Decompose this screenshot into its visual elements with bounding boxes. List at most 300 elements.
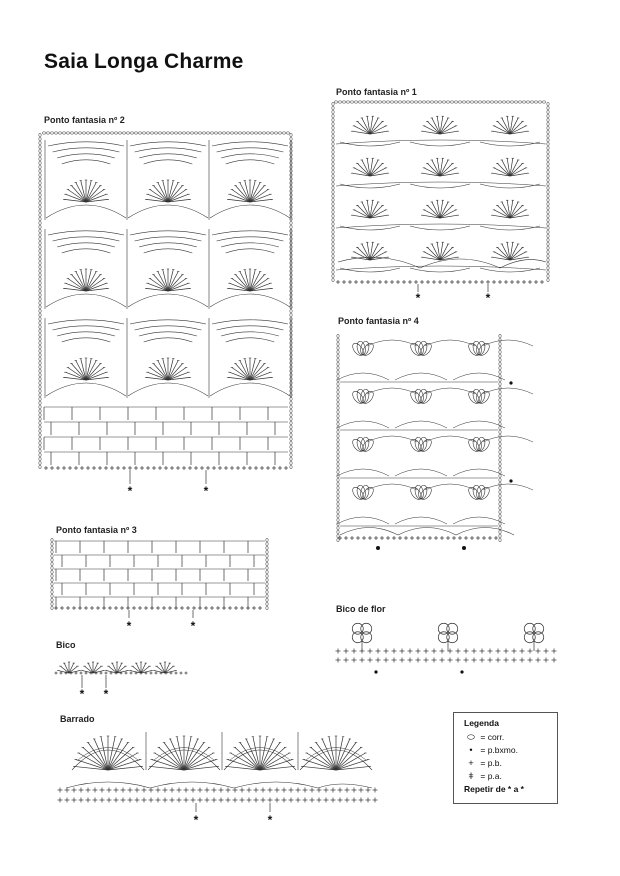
turning-chain bbox=[39, 421, 41, 425]
turning-chain bbox=[337, 530, 339, 534]
turning-chain bbox=[337, 478, 339, 482]
turning-chain bbox=[39, 385, 41, 389]
turning-chain bbox=[266, 598, 268, 602]
chain-stitch bbox=[450, 101, 454, 103]
turning-chain bbox=[499, 334, 501, 338]
chain-stitch bbox=[286, 132, 290, 134]
turning-chain bbox=[547, 250, 549, 254]
flower-petal bbox=[438, 632, 449, 643]
turning-chain bbox=[547, 186, 549, 190]
chain-stitch bbox=[262, 132, 266, 134]
chain-arc bbox=[144, 160, 193, 164]
turning-chain bbox=[290, 417, 292, 421]
chain-stitch bbox=[94, 132, 98, 134]
chain-stitch bbox=[514, 101, 518, 103]
turning-chain bbox=[499, 446, 501, 450]
chain-stitch bbox=[74, 132, 78, 134]
turning-chain bbox=[39, 301, 41, 305]
turning-chain bbox=[39, 229, 41, 233]
turning-chain bbox=[332, 190, 334, 194]
turning-chain bbox=[39, 433, 41, 437]
chain-stitch bbox=[214, 132, 218, 134]
chain-stitch bbox=[174, 132, 178, 134]
chain-arc bbox=[221, 243, 279, 247]
turning-chain bbox=[547, 194, 549, 198]
turning-chain bbox=[499, 366, 501, 370]
turning-chain bbox=[39, 465, 41, 469]
chain-stitch bbox=[242, 132, 246, 134]
chain-arc bbox=[53, 326, 120, 330]
chain-arc bbox=[367, 388, 417, 394]
chain-stitch bbox=[182, 132, 186, 134]
chain-stitch bbox=[350, 101, 354, 103]
chain-stitch bbox=[270, 132, 274, 134]
turning-chain bbox=[547, 258, 549, 262]
turning-chain bbox=[332, 246, 334, 250]
turning-chain bbox=[547, 106, 549, 110]
turning-chain bbox=[547, 206, 549, 210]
chain-stitch bbox=[46, 132, 50, 134]
chain-arc bbox=[130, 231, 206, 235]
chain-arc bbox=[226, 338, 275, 342]
turning-chain bbox=[290, 309, 292, 313]
chain-arc bbox=[217, 326, 284, 330]
turning-chain bbox=[39, 345, 41, 349]
chain-stitch bbox=[86, 132, 90, 134]
turning-chain bbox=[332, 158, 334, 162]
turning-chain bbox=[337, 402, 339, 406]
turning-chain bbox=[499, 426, 501, 430]
legend-item-pa bbox=[464, 770, 502, 782]
label-ponto-fantasia-2: Ponto fantasia nº 2 bbox=[44, 115, 125, 125]
chain-arc bbox=[395, 373, 447, 380]
turning-chain bbox=[39, 213, 41, 217]
turning-chain bbox=[39, 189, 41, 193]
turning-chain bbox=[547, 254, 549, 258]
turning-chain bbox=[266, 602, 268, 606]
turning-chain bbox=[39, 381, 41, 385]
turning-chain bbox=[39, 221, 41, 225]
chain-arc bbox=[130, 320, 206, 324]
chain-arc bbox=[212, 142, 288, 146]
chain-stitch bbox=[282, 132, 286, 134]
turning-chain bbox=[337, 410, 339, 414]
turning-chain bbox=[547, 170, 549, 174]
turning-chain bbox=[499, 490, 501, 494]
turning-chain bbox=[337, 458, 339, 462]
turning-chain bbox=[337, 414, 339, 418]
turning-chain bbox=[39, 361, 41, 365]
turning-chain bbox=[332, 262, 334, 266]
turning-chain bbox=[337, 490, 339, 494]
turning-chain bbox=[290, 437, 292, 441]
chain-arc bbox=[480, 184, 540, 188]
turning-chain bbox=[51, 582, 53, 586]
turning-chain bbox=[39, 149, 41, 153]
flower-petal bbox=[447, 623, 458, 634]
turning-chain bbox=[39, 337, 41, 341]
chain-stitch bbox=[230, 132, 234, 134]
turning-chain bbox=[332, 226, 334, 230]
turning-chain bbox=[39, 441, 41, 445]
turning-chain bbox=[39, 297, 41, 301]
turning-chain bbox=[39, 329, 41, 333]
turning-chain bbox=[337, 470, 339, 474]
chain-stitch bbox=[446, 101, 450, 103]
slip-stitch bbox=[376, 546, 380, 550]
turning-chain bbox=[39, 449, 41, 453]
turning-chain bbox=[499, 502, 501, 506]
turning-chain bbox=[337, 482, 339, 486]
chain-stitch bbox=[430, 101, 434, 103]
chain-arc bbox=[395, 469, 447, 476]
chain-stitch bbox=[542, 101, 546, 103]
chain-arc bbox=[480, 226, 540, 230]
turning-chain bbox=[332, 250, 334, 254]
turning-chain bbox=[547, 190, 549, 194]
turning-chain bbox=[290, 429, 292, 433]
chain-arc bbox=[139, 154, 197, 158]
chain-stitch bbox=[410, 101, 414, 103]
turning-chain bbox=[499, 454, 501, 458]
turning-chain bbox=[547, 210, 549, 214]
turning-chain bbox=[499, 510, 501, 514]
chain-arc bbox=[340, 226, 400, 230]
repeat-marker: * bbox=[267, 813, 273, 827]
turning-chain bbox=[266, 542, 268, 546]
turning-chain bbox=[337, 506, 339, 510]
turning-chain bbox=[39, 253, 41, 257]
turning-chain bbox=[39, 249, 41, 253]
turning-chain bbox=[332, 206, 334, 210]
turning-chain bbox=[39, 321, 41, 325]
chain-arc bbox=[337, 421, 389, 428]
turning-chain bbox=[39, 341, 41, 345]
turning-chain bbox=[547, 230, 549, 234]
chain-arc bbox=[480, 142, 540, 146]
turning-chain bbox=[337, 462, 339, 466]
turning-chain bbox=[499, 486, 501, 490]
turning-chain bbox=[499, 498, 501, 502]
fan-stitch bbox=[246, 739, 260, 770]
chain-stitch bbox=[342, 101, 346, 103]
turning-chain bbox=[337, 438, 339, 442]
turning-chain bbox=[547, 174, 549, 178]
turning-chain bbox=[290, 449, 292, 453]
label-bico: Bico bbox=[56, 640, 76, 650]
chain-arc bbox=[48, 142, 124, 146]
turning-chain bbox=[499, 450, 501, 454]
repeat-marker: * bbox=[193, 813, 199, 827]
turning-chain bbox=[290, 221, 292, 225]
turning-chain bbox=[337, 514, 339, 518]
turning-chain bbox=[290, 413, 292, 417]
chain-arc bbox=[46, 383, 126, 396]
chain-stitch bbox=[486, 101, 490, 103]
chain-stitch bbox=[278, 132, 282, 134]
fan-stitch bbox=[184, 739, 198, 770]
repeat-marker: * bbox=[103, 687, 109, 701]
turning-chain bbox=[547, 166, 549, 170]
chain-arc bbox=[226, 160, 275, 164]
chain-stitch bbox=[338, 101, 342, 103]
chain-stitch bbox=[494, 101, 498, 103]
turning-chain bbox=[499, 434, 501, 438]
chain-stitch bbox=[478, 101, 482, 103]
turning-chain bbox=[332, 214, 334, 218]
turning-chain bbox=[499, 482, 501, 486]
flower-petal bbox=[533, 623, 544, 634]
chain-stitch bbox=[198, 132, 202, 134]
turning-chain bbox=[39, 305, 41, 309]
chain-arc bbox=[128, 383, 208, 396]
turning-chain bbox=[39, 245, 41, 249]
chain-stitch bbox=[146, 132, 150, 134]
turning-chain bbox=[290, 133, 292, 137]
turning-chain bbox=[290, 409, 292, 413]
chain-arc bbox=[337, 469, 389, 476]
turning-chain bbox=[499, 530, 501, 534]
turning-chain bbox=[547, 138, 549, 142]
turning-chain bbox=[39, 353, 41, 357]
turning-chain bbox=[337, 362, 339, 366]
chain-stitch bbox=[258, 132, 262, 134]
turning-chain bbox=[332, 118, 334, 122]
turning-chain bbox=[332, 106, 334, 110]
chain-arc bbox=[425, 340, 475, 346]
chain-stitch bbox=[122, 132, 126, 134]
turning-chain bbox=[332, 114, 334, 118]
turning-chain bbox=[499, 478, 501, 482]
flower-petal bbox=[352, 632, 363, 643]
repeat-marker: * bbox=[127, 484, 133, 498]
turning-chain bbox=[499, 390, 501, 394]
chain-stitch bbox=[398, 101, 402, 103]
turning-chain bbox=[51, 542, 53, 546]
turning-chain bbox=[332, 234, 334, 238]
turning-chain bbox=[39, 405, 41, 409]
chain-stitch bbox=[426, 101, 430, 103]
turning-chain bbox=[39, 241, 41, 245]
turning-chain bbox=[337, 526, 339, 530]
chain-stitch bbox=[414, 101, 418, 103]
turning-chain bbox=[332, 198, 334, 202]
chain-arc bbox=[453, 373, 505, 380]
chain-stitch bbox=[482, 101, 486, 103]
turning-chain bbox=[332, 150, 334, 154]
chain-stitch bbox=[458, 101, 462, 103]
turning-chain bbox=[39, 137, 41, 141]
turning-chain bbox=[39, 285, 41, 289]
turning-chain bbox=[499, 506, 501, 510]
turning-chain bbox=[547, 162, 549, 166]
chain-stitch bbox=[98, 132, 102, 134]
chain-arc bbox=[483, 388, 533, 394]
turning-chain bbox=[547, 246, 549, 250]
chain-stitch bbox=[510, 101, 514, 103]
slip-stitch bbox=[374, 670, 377, 673]
chain-stitch bbox=[274, 132, 278, 134]
turning-chain bbox=[332, 210, 334, 214]
chain-stitch bbox=[490, 101, 494, 103]
chain-stitch bbox=[382, 101, 386, 103]
turning-chain bbox=[547, 218, 549, 222]
repeat-marker: * bbox=[126, 619, 132, 633]
slip-stitch-icon: • bbox=[469, 745, 473, 755]
turning-chain bbox=[51, 602, 53, 606]
chain-arc bbox=[144, 249, 193, 253]
turning-chain bbox=[499, 362, 501, 366]
chain-arc bbox=[221, 154, 279, 158]
chain-stitch bbox=[238, 132, 242, 134]
turning-chain bbox=[337, 518, 339, 522]
turning-chain bbox=[39, 377, 41, 381]
turning-chain bbox=[266, 550, 268, 554]
turning-chain bbox=[290, 425, 292, 429]
turning-chain bbox=[39, 393, 41, 397]
chain-stitch bbox=[118, 132, 122, 134]
chain-arc bbox=[217, 148, 284, 152]
turning-chain bbox=[499, 442, 501, 446]
fan-stitch bbox=[94, 739, 108, 770]
turning-chain bbox=[51, 558, 53, 562]
slip-stitch bbox=[509, 479, 512, 482]
flower-petal bbox=[524, 632, 535, 643]
turning-chain bbox=[39, 233, 41, 237]
turning-chain bbox=[337, 354, 339, 358]
chain-arc bbox=[62, 338, 111, 342]
turning-chain bbox=[547, 178, 549, 182]
turning-chain bbox=[51, 598, 53, 602]
chain-arc bbox=[367, 436, 417, 442]
chain-stitch bbox=[474, 101, 478, 103]
chain-arc bbox=[62, 249, 111, 253]
chain-stitch bbox=[178, 132, 182, 134]
turning-chain bbox=[39, 333, 41, 337]
chain-stitch bbox=[526, 101, 530, 103]
chain-arc bbox=[48, 320, 124, 324]
turning-chain bbox=[39, 145, 41, 149]
turning-chain bbox=[266, 546, 268, 550]
turning-chain bbox=[332, 102, 334, 106]
flower-petal bbox=[447, 632, 458, 643]
turning-chain bbox=[266, 562, 268, 566]
chain-stitch bbox=[114, 132, 118, 134]
label-barrado: Barrado bbox=[60, 714, 95, 724]
turning-chain bbox=[39, 389, 41, 393]
chain-stitch bbox=[250, 132, 254, 134]
turning-chain bbox=[39, 425, 41, 429]
turning-chain bbox=[332, 134, 334, 138]
turning-chain bbox=[290, 465, 292, 469]
turning-chain bbox=[332, 238, 334, 242]
turning-chain bbox=[337, 498, 339, 502]
turning-chain bbox=[337, 358, 339, 362]
turning-chain bbox=[547, 142, 549, 146]
turning-chain bbox=[337, 502, 339, 506]
chain-arc bbox=[336, 224, 546, 228]
chain-arc bbox=[226, 249, 275, 253]
chain-stitch bbox=[222, 132, 226, 134]
flower-petal bbox=[361, 632, 372, 643]
chain-arc bbox=[480, 268, 540, 272]
turning-chain bbox=[332, 186, 334, 190]
turning-chain bbox=[51, 586, 53, 590]
legend-text: = corr. bbox=[480, 732, 505, 742]
turning-chain bbox=[499, 370, 501, 374]
chain-arc bbox=[139, 332, 197, 336]
turning-chain bbox=[499, 358, 501, 362]
turning-chain bbox=[39, 201, 41, 205]
chain-stitch bbox=[534, 101, 538, 103]
double-crochet-icon: ǂ bbox=[468, 771, 474, 781]
turning-chain bbox=[337, 366, 339, 370]
chain-stitch bbox=[362, 101, 366, 103]
turning-chain bbox=[499, 494, 501, 498]
chain-arc bbox=[340, 268, 400, 272]
chain-arc bbox=[128, 294, 208, 307]
turning-chain bbox=[337, 534, 339, 538]
chain-stitch bbox=[418, 101, 422, 103]
chain-arc bbox=[57, 332, 115, 336]
chain-stitch-icon: ⬭ bbox=[467, 732, 475, 742]
turning-chain bbox=[39, 265, 41, 269]
chain-stitch bbox=[518, 101, 522, 103]
turning-chain bbox=[290, 225, 292, 229]
turning-chain bbox=[547, 110, 549, 114]
chain-stitch bbox=[90, 132, 94, 134]
chain-stitch bbox=[502, 101, 506, 103]
turning-chain bbox=[547, 222, 549, 226]
turning-chain bbox=[547, 182, 549, 186]
turning-chain bbox=[547, 154, 549, 158]
chain-stitch bbox=[402, 101, 406, 103]
turning-chain bbox=[499, 458, 501, 462]
chain-stitch bbox=[234, 132, 238, 134]
chain-arc bbox=[46, 294, 126, 307]
chain-arc bbox=[212, 320, 288, 324]
chain-arc bbox=[135, 326, 202, 330]
chain-stitch bbox=[186, 132, 190, 134]
slip-stitch bbox=[462, 546, 466, 550]
chain-stitch bbox=[246, 132, 250, 134]
turning-chain bbox=[39, 309, 41, 313]
turning-chain bbox=[547, 262, 549, 266]
chain-stitch bbox=[158, 132, 162, 134]
turning-chain bbox=[39, 453, 41, 457]
chain-stitch bbox=[538, 101, 542, 103]
turning-chain bbox=[290, 441, 292, 445]
turning-chain bbox=[547, 150, 549, 154]
turning-chain bbox=[39, 193, 41, 197]
chain-arc bbox=[57, 243, 115, 247]
turning-chain bbox=[499, 406, 501, 410]
turning-chain bbox=[337, 346, 339, 350]
turning-chain bbox=[39, 293, 41, 297]
turning-chain bbox=[332, 146, 334, 150]
chain-arc bbox=[144, 338, 193, 342]
turning-chain bbox=[39, 365, 41, 369]
turning-chain bbox=[499, 378, 501, 382]
chain-arc bbox=[425, 436, 475, 442]
turning-chain bbox=[332, 218, 334, 222]
turning-chain bbox=[39, 177, 41, 181]
chain-arc bbox=[367, 484, 417, 490]
turning-chain bbox=[332, 154, 334, 158]
chain-arc bbox=[453, 517, 505, 524]
chain-stitch bbox=[454, 101, 458, 103]
chain-stitch bbox=[374, 101, 378, 103]
